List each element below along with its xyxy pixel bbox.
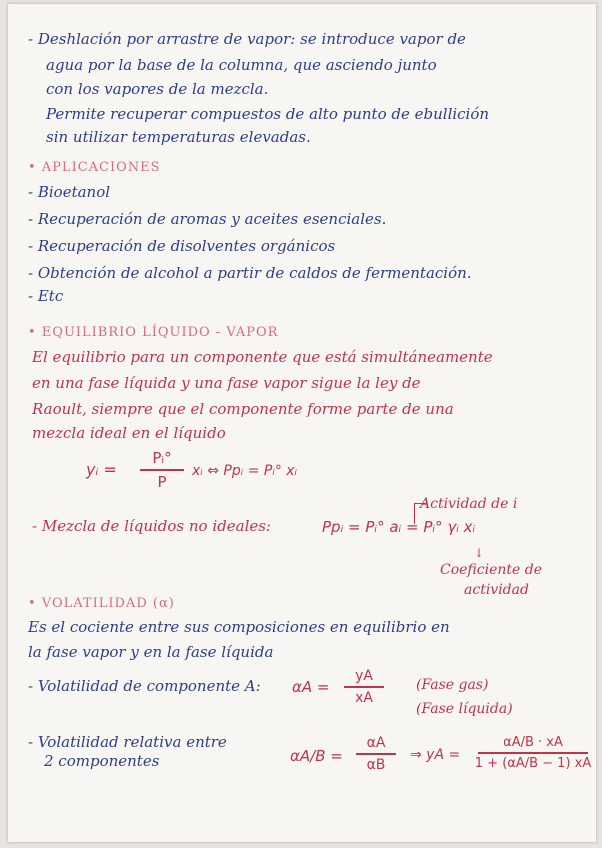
list-item: - Obtención de alcohol a partir de caldos de fermentación. bbox=[28, 264, 472, 282]
fraction-numerator: Pᵢ° bbox=[152, 449, 172, 467]
text-line: la fase vapor y en la fase líquida bbox=[28, 643, 274, 661]
list-item: - Recuperación de aromas y aceites esenciales. bbox=[28, 210, 387, 228]
text-line: en una fase líquida y una fase vapor sigue la ley de bbox=[32, 374, 421, 392]
fraction-denominator: αB bbox=[366, 756, 386, 773]
text-line: con los vapores de la mezcla. bbox=[46, 80, 269, 98]
alpha-ratio-fraction bbox=[356, 735, 396, 773]
ya-formula-fraction bbox=[474, 735, 592, 771]
fraction-bar bbox=[344, 686, 384, 688]
fraction-denominator: 1 + (αA/B − 1) xA bbox=[474, 755, 592, 771]
list-item: - Recuperación de disolventes orgánicos bbox=[28, 237, 336, 255]
actividad-annotation: Actividad de i bbox=[420, 496, 518, 512]
raoult-rhs: xᵢ ⇔ Ppᵢ = Pᵢ° xᵢ bbox=[192, 463, 298, 479]
fraction-numerator: yA bbox=[355, 668, 373, 684]
text-line: agua por la base de la columna, que asciendo junto bbox=[46, 56, 437, 74]
text-line: El equilibrio para un componente que está simultáneamente bbox=[32, 348, 493, 366]
fase-liquida-note: (Fase líquida) bbox=[416, 701, 513, 717]
text-line: Raoult, siempre que el componente forme parte de una bbox=[32, 400, 454, 418]
raoult-fraction bbox=[140, 449, 184, 491]
no-ideal-equation: Ppᵢ = Pᵢ° aᵢ = Pᵢ° γᵢ xᵢ bbox=[322, 518, 476, 536]
coef-annotation: actividad bbox=[464, 582, 529, 598]
fraction-numerator: αA bbox=[366, 735, 386, 751]
coef-annotation: Coeficiente de bbox=[440, 562, 542, 578]
list-item: - Etc bbox=[28, 287, 64, 305]
text-line: - Deshlación por arrastre de vapor: se introduce vapor de bbox=[28, 30, 466, 48]
arrow-down-icon: ↓ bbox=[474, 546, 485, 560]
fraction-denominator: P bbox=[157, 472, 167, 491]
section-heading-volatilidad: • VOLATILIDAD (α) bbox=[28, 596, 175, 611]
text-line: sin utilizar temperaturas elevadas. bbox=[46, 128, 311, 146]
list-item: - Bioetanol bbox=[28, 183, 111, 201]
ya-over-xa-fraction bbox=[344, 668, 384, 706]
fraction-bar bbox=[478, 752, 588, 754]
fraction-bar bbox=[356, 753, 396, 755]
text-line: Es el cociente entre sus composiciones en equilibrio en bbox=[28, 618, 450, 636]
section-heading-equilibrio: • EQUILIBRIO LÍQUIDO - VAPOR bbox=[28, 325, 279, 340]
fraction-bar bbox=[140, 469, 184, 471]
section-heading-aplicaciones: • APLICACIONES bbox=[28, 160, 161, 175]
raoult-lhs: yᵢ = bbox=[86, 460, 117, 479]
fraction-numerator: αA/B · xA bbox=[503, 735, 563, 750]
alpha-ab-lhs: αA/B = bbox=[290, 747, 343, 765]
text-line: mezcla ideal en el líquido bbox=[32, 424, 226, 442]
implies-ya: ⇒ yA = bbox=[410, 747, 461, 763]
relative-volatility-label: 2 componentes bbox=[44, 752, 160, 770]
alpha-a-lhs: αA = bbox=[292, 678, 330, 696]
text-line: Permite recuperar compuestos de alto punto de ebullición bbox=[46, 105, 490, 123]
fraction-denominator: xA bbox=[355, 689, 373, 706]
volatility-label: - Volatilidad de componente A: bbox=[28, 677, 261, 695]
no-ideal-label: - Mezcla de líquidos no ideales: bbox=[32, 517, 271, 535]
fase-gas-note: (Fase gas) bbox=[416, 677, 489, 693]
relative-volatility-label: - Volatilidad relativa entre bbox=[28, 733, 227, 751]
